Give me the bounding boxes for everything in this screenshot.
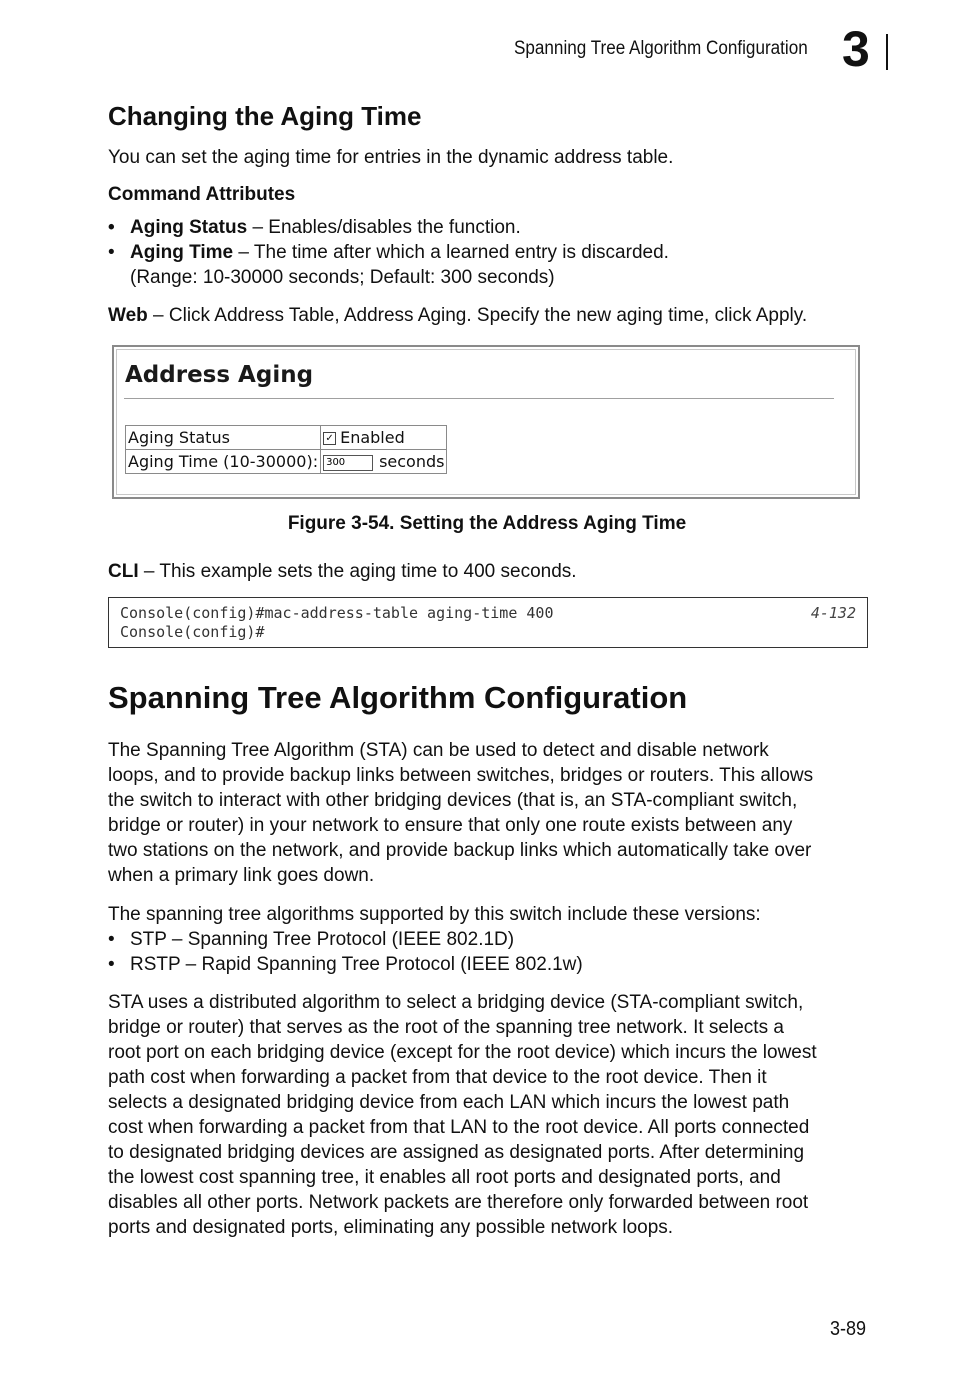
running-header: Spanning Tree Algorithm Configuration [514, 38, 808, 59]
cli-code-box [108, 597, 868, 648]
section-heading-sta: Spanning Tree Algorithm Configuration [108, 680, 688, 715]
section-heading-aging: Changing the Aging Time [108, 101, 422, 131]
chapter-rule [886, 34, 888, 70]
aging-time-input[interactable] [323, 455, 373, 471]
seconds-label: seconds [379, 452, 445, 471]
address-aging-form [125, 425, 447, 474]
enabled-label: Enabled [340, 428, 405, 447]
address-aging-title: Address Aging [125, 362, 314, 388]
figure-caption: Figure 3-54. Setting the Address Aging Time [287, 513, 687, 534]
cli-line-1-reference: 4-132 [810, 604, 856, 622]
cli-intro: CLI – This example sets the aging time to 400 seconds. [108, 561, 577, 582]
sta-paragraph-2: The spanning tree algorithms supported by this switch include these versions: [108, 904, 761, 925]
aging-status-label: Aging Status [126, 426, 321, 450]
cli-line-2: Console(config)# [120, 623, 265, 641]
chapter-number: 3 [842, 21, 870, 77]
aging-time-label: Aging Time (10-30000): [126, 450, 321, 474]
sta-paragraph-1: The Spanning Tree Algorithm (STA) can be used to detect and disable network loops, and to provide backup links between switches, bridges or routers. This allows the switch to interact with other bridging devices (that is, an STA-compliant switch, bridge or router) in your network to ensure that only one route exists between any two stations on the network, and provide backup links which automatically take over when a primary link goes down. [108, 740, 814, 886]
cli-line-1: Console(config)#mac-address-table aging-time 400 [120, 604, 554, 622]
version-item-rstp: • RSTP – Rapid Spanning Tree Protocol (IEEE 802.1w) [108, 954, 583, 975]
sta-paragraph-3: STA uses a distributed algorithm to select a bridging device (STA-compliant switch, bridge or router) that serves as the root of the spanning tree network. It selects a root port on each bridging device (except for the root device) which incurs the lowest path cost when forwarding a packet from that device to the root device. Then it selects a designated bridging device from each LAN which incurs the lowest path cost when forwarding a packet from that LAN to the root device. All ports connected to designated bridging devices are assigned as designated ports. After determining the lowest cost spanning tree, it enables all root ports and designated ports, and disables all other ports. Network packets are therefore only forwarded between root ports and designated ports, eliminating any possible network loops. [108, 992, 817, 1238]
aging-status-checkbox[interactable]: ✓ [323, 432, 336, 445]
bullet-aging-time-range: (Range: 10-30000 seconds; Default: 300 seconds) [130, 267, 555, 288]
command-attributes-heading: Command Attributes [108, 184, 296, 205]
aging-intro: You can set the aging time for entries in the dynamic address table. [108, 147, 674, 168]
bullet-aging-time: • Aging Time – The time after which a learned entry is discarded. [108, 242, 669, 263]
page-number: 3-89 [830, 1318, 867, 1340]
version-item-stp: • STP – Spanning Tree Protocol (IEEE 802.1D) [108, 929, 515, 950]
address-aging-divider [124, 398, 834, 399]
aging-status-cell [321, 426, 447, 450]
web-instructions: Web – Click Address Table, Address Aging. Specify the new aging time, click Apply. [108, 305, 808, 326]
aging-time-cell [321, 450, 447, 474]
bullet-aging-status: • Aging Status – Enables/disables the function. [108, 217, 521, 238]
